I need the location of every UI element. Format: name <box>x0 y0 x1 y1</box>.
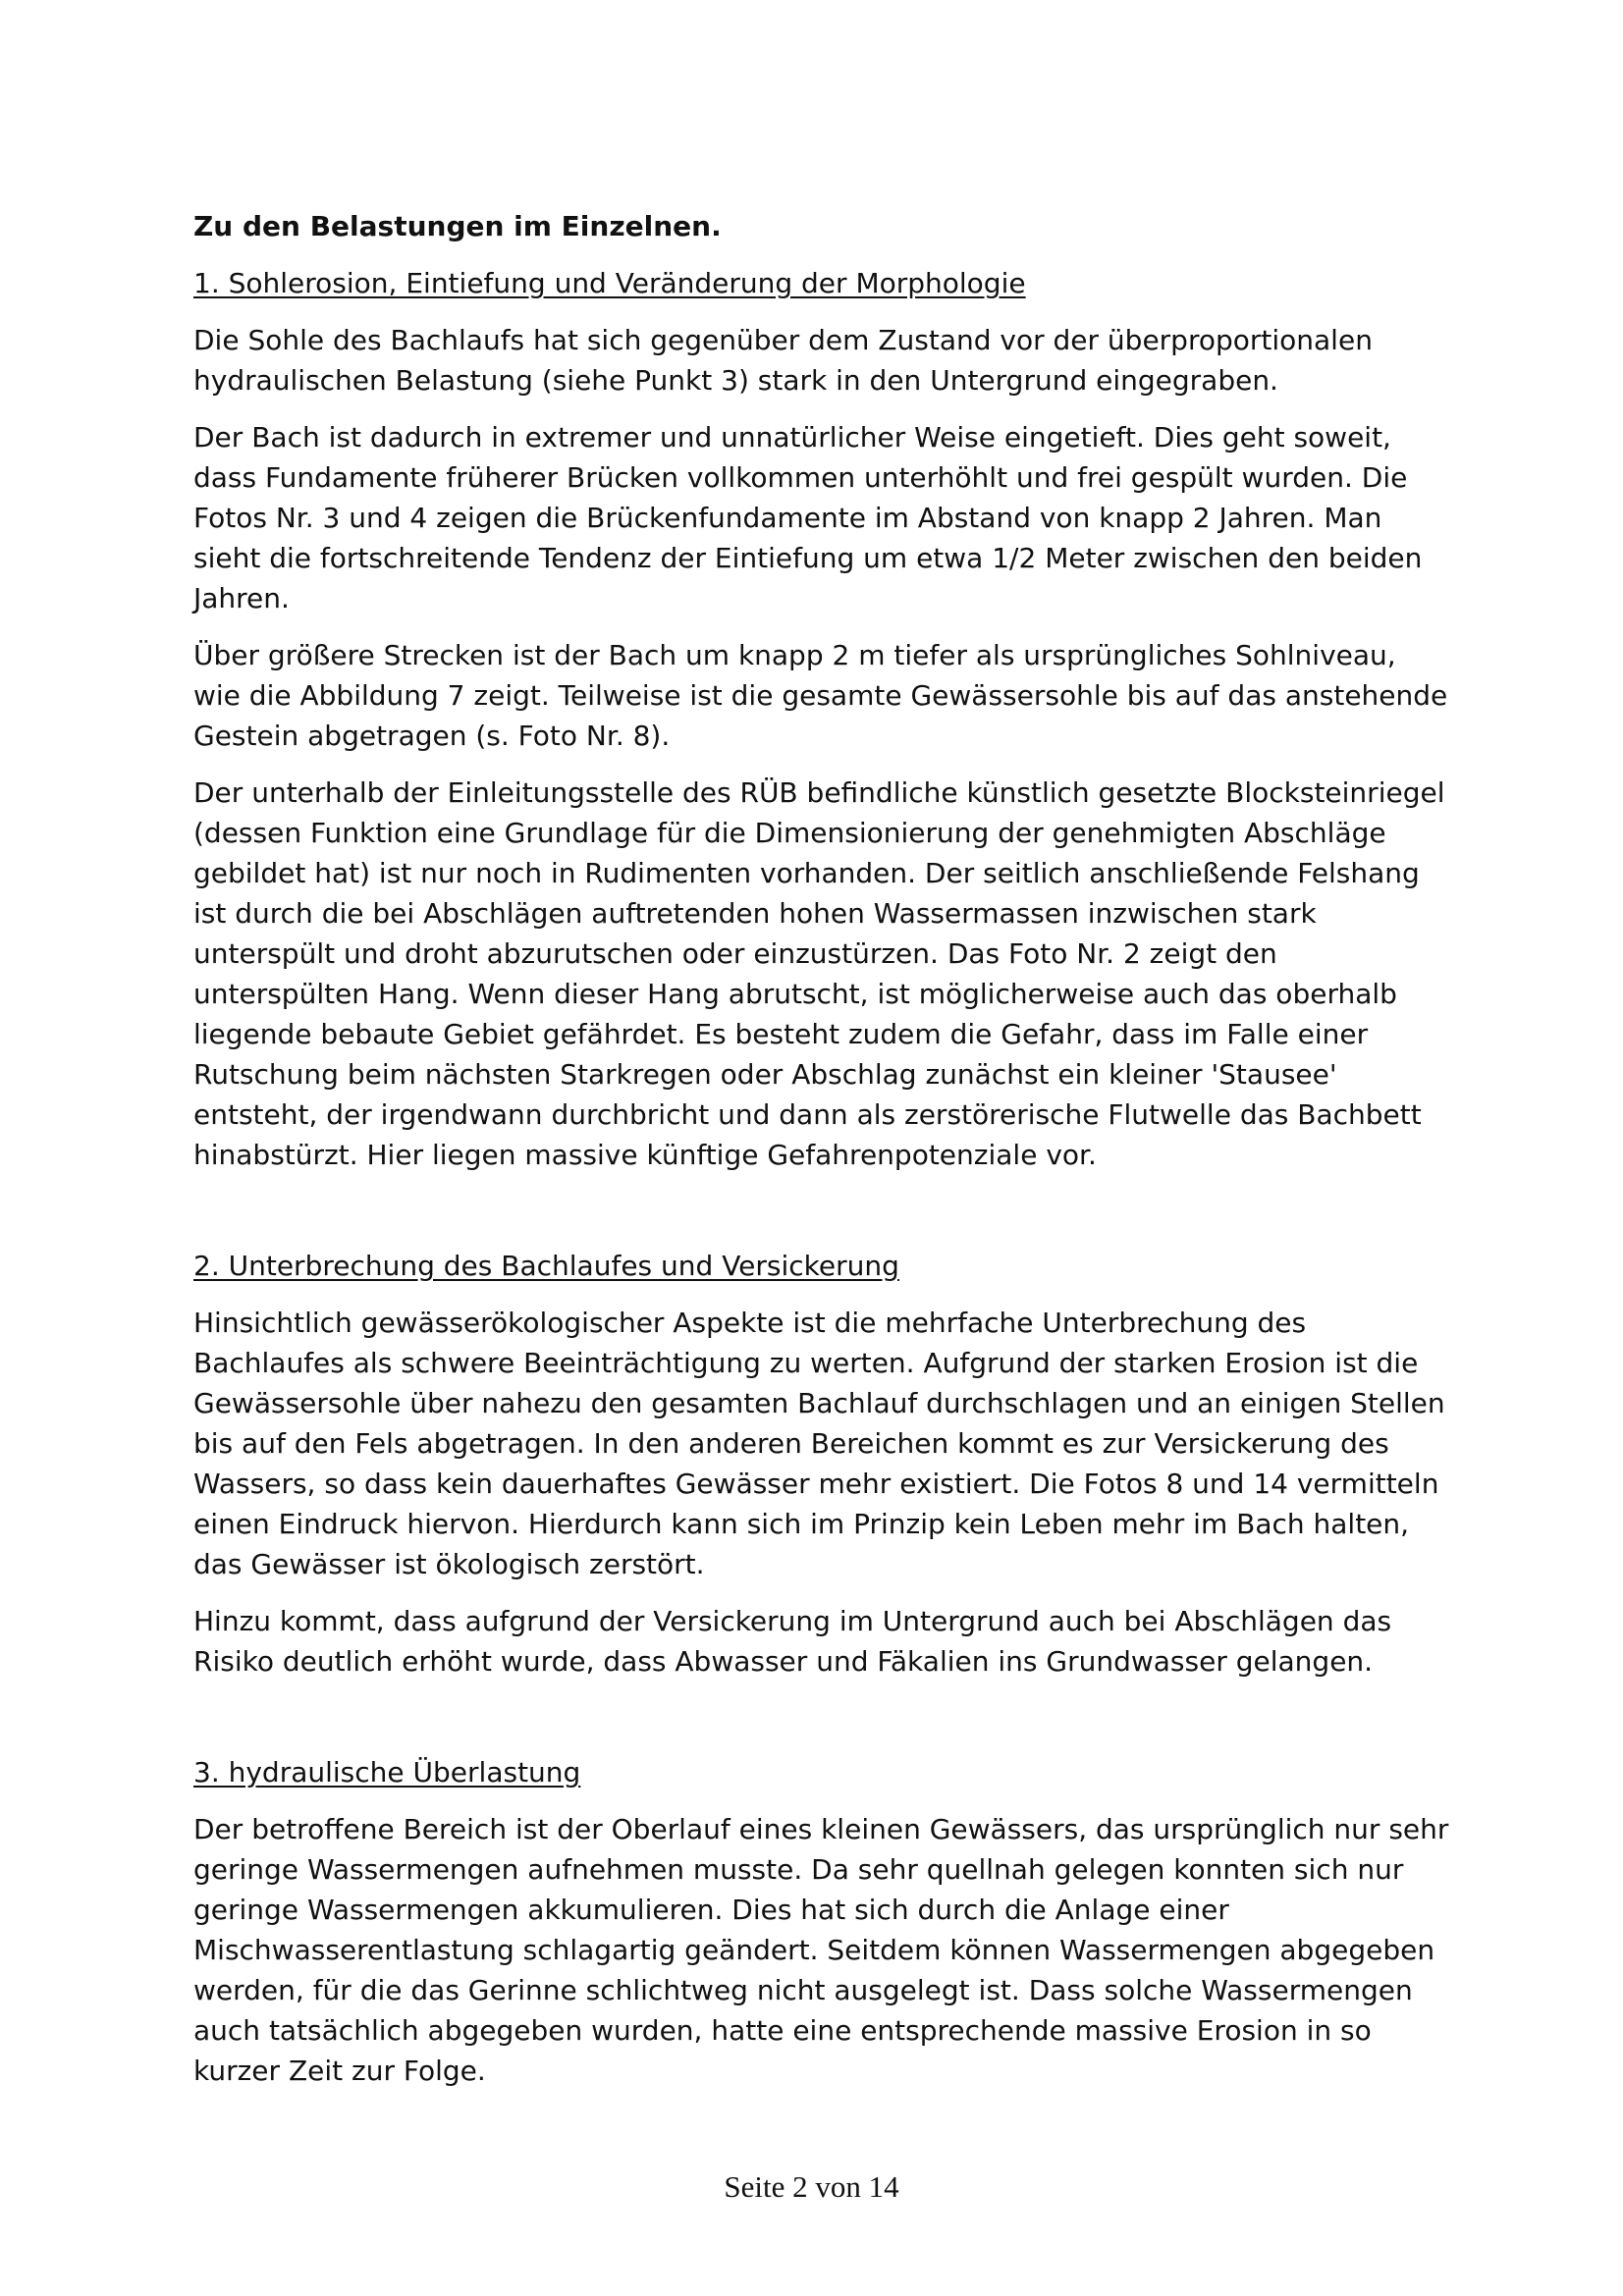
section-1-paragraph-1: Die Sohle des Bachlaufs hat sich gegenüber dem Zustand vor der überproportionalen hydraulischen Belastung (siehe Punkt 3) stark in den Untergrund eingegraben. <box>193 324 1373 397</box>
page-number-footer: Seite 2 von 14 <box>724 2169 899 2204</box>
section-1-paragraph-2: Der Bach ist dadurch in extremer und unnatürlicher Weise eingetieft. Dies geht soweit, dass Fundamente früherer Brücken vollkommen unterhöhlt und frei gespült wurden. Die Fotos Nr. 3 und 4 zeigen die Brückenfundamente im Abstand von knapp 2 Jahren. Man sieht die fortschreitende Tendenz der Eintiefung um etwa 1/2 Meter zwischen den beiden Jahren. <box>193 421 1423 614</box>
section-1-title: 1. Sohlerosion, Eintiefung und Veränderung der Morphologie <box>193 267 1026 299</box>
document-heading: Zu den Belastungen im Einzelnen. <box>193 210 722 242</box>
section-1-paragraph-4: Der unterhalb der Einleitungsstelle des RÜB befindliche künstlich gesetzte Blocksteinriegel (dessen Funktion eine Grundlage für die Dimensionierung der genehmigten Abschläge gebildet hat) ist nur noch in Rudimenten vorhanden. Der seitlich anschließende Felshang ist durch die bei Abschlägen auftretenden hohen Wassermassen inzwischen stark unterspült und droht abzurutschen oder einzustürzen. Das Foto Nr. 2 zeigt den unterspülten Hang. Wenn dieser Hang abrutscht, ist möglicherweise auch das oberhalb liegende bebaute Gebiet gefährdet. Es besteht zudem die Gefahr, dass im Falle einer Rutschung beim nächsten Starkregen oder Abschlag zunächst ein kleiner 'Stausee' entsteht, der irgendwann durchbricht und dann als zerstörerische Flutwelle das Bachbett hinabstürzt. Hier liegen massive künftige Gefahrenpotenziale vor. <box>193 776 1445 1171</box>
section-3-paragraph-1: Der betroffene Bereich ist der Oberlauf eines kleinen Gewässers, das ursprünglich nur sehr geringe Wassermengen aufnehmen musste. Da sehr quellnah gelegen konnten sich nur geringe Wassermengen akkumulieren. Dies hat sich durch die Anlage einer Mischwasserentlastung schlagartig geändert. Seitdem können Wassermengen abgegeben werden, für die das Gerinne schlichtweg nicht ausgelegt ist. Dass solche Wassermengen auch tatsächlich abgegeben wurden, hatte eine entsprechende massive Erosion in so kurzer Zeit zur Folge. <box>193 1813 1449 2087</box>
section-2-paragraph-2: Hinzu kommt, dass aufgrund der Versickerung im Untergrund auch bei Abschlägen das Risiko deutlich erhöht wurde, dass Abwasser und Fäkalien ins Grundwasser gelangen. <box>193 1605 1392 1678</box>
section-1-paragraph-3: Über größere Strecken ist der Bach um knapp 2 m tiefer als ursprüngliches Sohlniveau, wie die Abbildung 7 zeigt. Teilweise ist die gesamte Gewässersohle bis auf das anstehende Gestein abgetragen (s. Foto Nr. 8). <box>193 639 1448 752</box>
section-2-paragraph-1: Hinsichtlich gewässerökologischer Aspekte ist die mehrfache Unterbrechung des Bachlaufes als schwere Beeinträchtigung zu werten. Aufgrund der starken Erosion ist die Gewässersohle über nahezu den gesamten Bachlauf durchschlagen und an einigen Stellen bis auf den Fels abgetragen. In den anderen Bereichen kommt es zur Versickerung des Wassers, so dass kein dauerhaftes Gewässer mehr existiert. Die Fotos 8 und 14 vermitteln einen Eindruck hiervon. Hierdurch kann sich im Prinzip kein Leben mehr im Bach halten, das Gewässer ist ökologisch zerstört. <box>193 1307 1445 1580</box>
document-body <box>193 206 1450 2108</box>
section-3-title: 3. hydraulische Überlastung <box>193 1756 581 1789</box>
section-2-title: 2. Unterbrechung des Bachlaufes und Versickerung <box>193 1250 899 1282</box>
